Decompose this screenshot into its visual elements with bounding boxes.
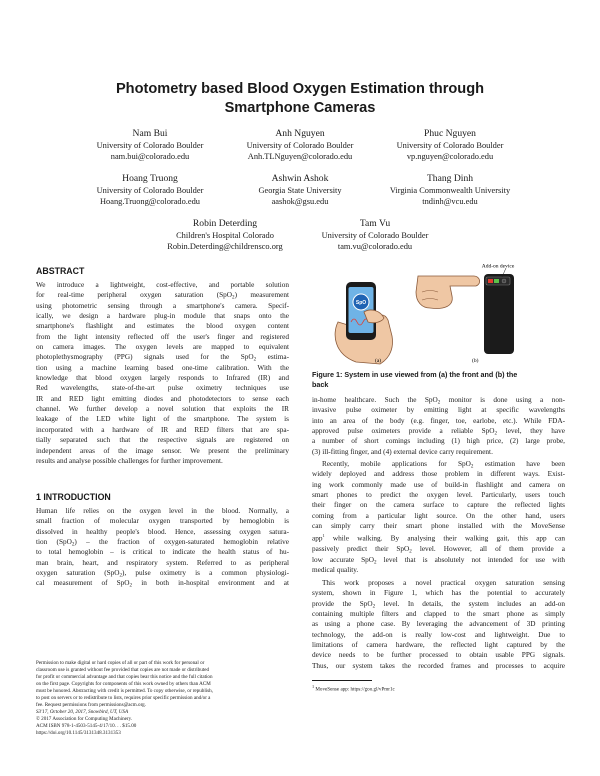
caption-line: back [312, 380, 329, 389]
figure-1a-hand-phone [335, 282, 392, 364]
text-line: leakage of the LED white light of the smartphone. The system is [36, 415, 289, 424]
author-email[interactable]: tndinh@vcu.edu [422, 197, 478, 206]
footnote: $^1$ MoveSense app: https://goo.gl/vPmr1c [312, 684, 395, 693]
text-line: their finger on the camera surface to capture the reflected lights [312, 501, 565, 510]
text-line: coming from a particular light source. On the other hand, users [312, 511, 565, 520]
text-line: independent areas of the image sensor. We present the preliminary [36, 446, 289, 455]
pointing-hand [416, 276, 480, 309]
text-line: ically, we design a hardware plug-in module that snaps onto the [36, 312, 289, 321]
text-line: small fraction of molecular oxygen transported by hemoglobin is [36, 517, 289, 526]
text-line: from the light intensity reflected off the user's finger and registered [36, 332, 289, 341]
figure-1 [318, 262, 580, 367]
permission-line: fee. Request permissions from permissions@acm.org. [36, 701, 146, 708]
camera-lens [502, 279, 506, 283]
subfigure-b-label: (b) [472, 358, 479, 364]
text-line: results and analyse possible challenges for further improvement. [36, 456, 223, 465]
text-line: a number of short comings including (1) high price, (2) large probe, [312, 437, 565, 446]
author-name: Phuc Nguyen [424, 128, 476, 139]
author-affiliation: University of Colorado Boulder [96, 141, 204, 150]
text-line: Red wavelengths, state-of-the-art pulse oximetry techniques use [36, 384, 289, 393]
text-line: man brain, heart, and respiratory system. Referred to as peripheral [36, 558, 289, 567]
author-email[interactable]: nam.bui@colorado.edu [110, 152, 190, 161]
permission-line: for profit or commercial advantage and that copies bear this notice and the full citation [36, 673, 213, 680]
text-line: limitations of camera hardware, the reflected light captured by the [312, 641, 565, 650]
text-line: in-home healthcare. Such the SpO$_2$ monitor is done using a non- [312, 396, 565, 406]
text-line: We introduce a lightweight, cost-effective, and portable solution [36, 281, 289, 289]
author-email[interactable]: aashok@gsu.edu [271, 197, 329, 206]
author-affiliation: University of Colorado Boulder [321, 231, 429, 240]
right-paragraph-1 [312, 395, 565, 457]
text-line: low accurate SpO$_2$ level that is absolutely not intended for use with [312, 555, 565, 565]
author-name: Anh Nguyen [275, 128, 325, 139]
author-email[interactable]: Anh.TLNguyen@colorado.edu [247, 152, 353, 161]
permission-line: on the first page. Copyrights for components of this work owned by others than ACM [36, 680, 211, 687]
text-line: approved pulse oximeters provide a reliable SpO$_2$ level, they have [312, 427, 565, 437]
permission-line: ACM ISBN 978-1-4503-5145-4/17/10. . . $15.00 [36, 722, 137, 729]
text-line: incorporated with a hardware of IR and RED filters that are spa- [36, 425, 289, 434]
author-affiliation: University of Colorado Boulder [246, 141, 354, 150]
text-line: tially separated such that the respective signals are registered on [36, 436, 289, 445]
gauge-text: SpO [355, 300, 367, 306]
figure-1-caption [312, 370, 564, 390]
permission-line: https://doi.org/10.1145/3131348.3131353 [36, 729, 121, 736]
text-line: channel. We further develop a novel solution that exploits the IR [36, 405, 289, 414]
text-line: system, shown in Figure 1, which has the potential to accurately [312, 589, 565, 598]
author-name: Ashwin Ashok [271, 173, 329, 184]
permission-line: must be honored. Abstracting with credit is permitted. To copy otherwise, or republish, [36, 687, 213, 694]
text-line: on camera images. The oxygen levels are mapped to equivalent [36, 343, 289, 352]
text-line: to total hemoglobin – is critical to indicate the health status of hu- [36, 548, 289, 557]
author-affiliation: Georgia State University [258, 186, 342, 195]
author-card [350, 128, 550, 162]
subfigure-a-label: (a) [375, 358, 382, 364]
author-email[interactable]: tam.vu@colorado.edu [337, 242, 413, 251]
phone-back [484, 274, 514, 354]
text-line: tion (SpO$_2$) – the fraction of oxygen-saturated hemoglobin relative [36, 538, 289, 548]
text-line: widely deployed and address those problem in different ways. Exist- [312, 470, 565, 479]
text-line: cal measurement of SpO$_2$ in both in-hospital environment and at [36, 579, 289, 589]
text-line: smartphone's flashlight and estimates the blood oxygen content [36, 322, 289, 331]
figure-1b-finger-phone [416, 268, 514, 354]
text-line: tion using a machine learning based one-time calibration. With the [36, 363, 289, 372]
text-line: smart phones to predict the oxygen level. Particularly, users touch [312, 491, 565, 500]
text-line: (3) ill-fitting finger, and (4) external device carry requirement. [312, 447, 493, 456]
abstract-body [36, 280, 289, 466]
author-affiliation: University of Colorado Boulder [396, 141, 504, 150]
text-line: photoplethysmography (PPG) signals used for the SpO$_2$ estima- [36, 353, 289, 363]
footnote-rule [312, 680, 372, 681]
text-line: IR and RED light emitting diodes and photodetectors to sense each [36, 394, 289, 403]
permission-line: Permission to make digital or hard copies of all or part of this work for personal or [36, 660, 205, 666]
text-line: Thus, our system takes the recorded frames and processes to acquire [312, 661, 565, 670]
title-line: Smartphone Cameras [224, 100, 376, 116]
text-line: Recently, mobile applications for SpO$_2$ estimation have been [322, 460, 565, 470]
caption-line: Figure 1: System in use viewed from (a) the front and (b) the [312, 370, 518, 379]
text-line: into an area of the body (e.g. finger, toe, earlobe, etc.). While FDA- [312, 416, 565, 425]
permission-line: © 2017 Association for Computing Machinery. [36, 715, 133, 722]
title-line: Photometry based Blood Oxygen Estimation through [115, 81, 485, 97]
text-line: can simply carry their smart phone installed with the MoveSense [312, 522, 565, 531]
author-name: Robin Deterding [192, 218, 258, 229]
author-email[interactable]: vp.nguyen@colorado.edu [406, 152, 494, 161]
permission-line: classroom use is granted without fee provided that copies are not made or distributed [36, 666, 209, 673]
author-name: Nam Bui [132, 128, 168, 139]
introduction-body [36, 506, 289, 589]
author-card [275, 218, 475, 252]
text-line: provide the SpO$_2$ level. In details, the system includes an add-on [312, 599, 565, 610]
author-name: Hoang Truong [122, 173, 178, 184]
text-line: using photometric sensing through a smartphone's camera. Specif- [36, 301, 289, 310]
text-line: ing work commonly made use of build-in flashlight and camera on [312, 480, 565, 489]
text-line: for real-time peripheral oxygen saturation (SpO$_2$) measurement [36, 291, 289, 301]
author-email[interactable]: Robin.Deterding@childrensco.org [167, 242, 283, 251]
red-filter [488, 279, 493, 283]
text-line: medical quality. [312, 565, 359, 574]
author-affiliation: University of Colorado Boulder [96, 186, 204, 195]
add-on-device-label: Add-on device [481, 263, 515, 270]
text-line: technology, the add-on is really low-cost and lightweight. Due to [312, 630, 565, 639]
author-affiliation: Children's Hospital Colorado [176, 231, 274, 240]
permission-line: to post on servers or to redistribute to lists, requires prior specific permission and/or a [36, 694, 211, 701]
introduction-heading: 1 INTRODUCTION [36, 492, 111, 502]
author-email[interactable]: Hoang.Truong@colorado.edu [100, 197, 200, 206]
text-line: device needs to be further processed to obtain usable PPG signals. [312, 651, 565, 660]
permission-line: S3'17, October 20, 2017, Snowbird, UT, USA [36, 708, 129, 715]
text-line: knowledge that blood oxygen largely responds to Infrared (IR) and [36, 374, 289, 383]
text-line: app$^1$ while walking. By analysing their walking gait, this app can [312, 533, 565, 543]
permission-notice [36, 660, 289, 736]
abstract-heading: ABSTRACT [36, 266, 85, 276]
author-card [350, 173, 550, 207]
text-line: containing multiple filters and clapped to the smart phone as simply [312, 610, 565, 619]
text-line: passively predict their SpO$_2$ level. However, all of them provide a [312, 545, 565, 555]
right-paragraph-2 [312, 459, 565, 575]
right-paragraph-3 [312, 578, 565, 671]
ir-filter [494, 279, 499, 283]
author-name: Tam Vu [359, 218, 391, 229]
author-affiliation: Virginia Commonwealth University [389, 186, 511, 195]
text-line: Human life relies on the oxygen level in the blood. Normally, a [36, 507, 289, 515]
text-line: This work proposes a novel practical oxygen saturation sensing [322, 579, 565, 587]
text-line: invasive pulse oximeter by emitting light at specific wavelengths [312, 406, 565, 415]
paper-title [0, 80, 600, 118]
text-line: dissolved in healthy people's blood. Hence, assessing oxygen satura- [36, 527, 289, 536]
text-line: oxygen saturation (SpO$_2$), pulse oximetry is a common physiologi- [36, 569, 289, 579]
text-line: as using a phone case. By leveraging the advancement of 3D printing [312, 620, 565, 629]
author-name: Thang Dinh [426, 173, 474, 184]
